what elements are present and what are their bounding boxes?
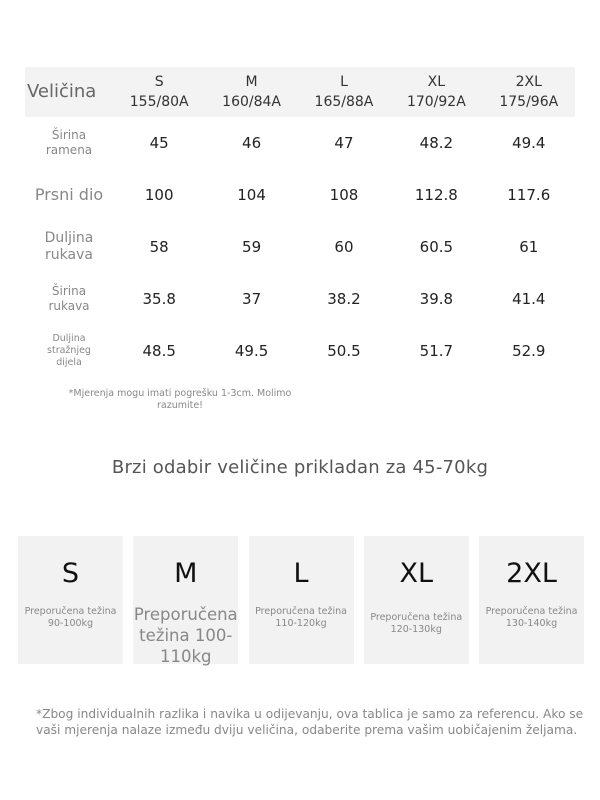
table-cell: 100 [144, 186, 174, 204]
table-cell: 47 [334, 134, 354, 152]
size-card-l[interactable] [249, 536, 354, 664]
size-cards [18, 536, 584, 664]
table-cell: 38.2 [327, 290, 361, 308]
size-code: 155/80A [129, 94, 189, 110]
table-row-chest [25, 169, 575, 221]
size-col-m [205, 67, 297, 117]
size-code: 165/88A [314, 94, 374, 110]
quick-select-title: Brzi odabir veličine prikladan za 45-70kg [111, 457, 489, 478]
row-label: Širina rukava [48, 284, 90, 313]
row-label: Duljina stražnjeg dijela [47, 333, 91, 368]
table-cell: 41.4 [512, 290, 546, 308]
table-row-sleeve-width [25, 273, 575, 325]
size-card-s[interactable] [18, 536, 123, 664]
row-label: Duljina rukava [44, 230, 94, 263]
table-cell: 59 [242, 238, 262, 256]
table-cell: 104 [237, 186, 266, 204]
size-card-xl[interactable] [364, 536, 469, 664]
size-col-xl [390, 67, 482, 117]
card-size-label: S [61, 558, 80, 589]
table-cell: 50.5 [327, 342, 361, 360]
size-name: L [340, 74, 348, 90]
row-label: Širina ramena [45, 128, 93, 157]
card-size-label: L [293, 558, 309, 589]
table-cell: 108 [329, 186, 359, 204]
table-cell: 51.7 [419, 342, 454, 360]
card-weight-info: Preporučena težina 120-130kg [370, 612, 463, 635]
table-cell: 45 [149, 134, 169, 152]
table-cell: 117.6 [507, 186, 551, 204]
size-code: 160/84A [222, 94, 281, 110]
table-cell: 49.4 [512, 134, 546, 152]
size-code: 175/96A [499, 94, 559, 110]
row-label: Prsni dio [34, 185, 104, 204]
size-code: 170/92A [406, 94, 466, 110]
reference-disclaimer: *Zbog individualnih razlika i navika u odijevanju, ova tablica je samo za referencu. Ako se vaši mjerenja nalaze između dviju veličina, odaberite prema vašim uobičajenim željama. [36, 707, 584, 737]
size-card-m[interactable] [133, 536, 238, 664]
size-col-l [298, 67, 390, 117]
size-card-2xl[interactable] [479, 536, 584, 664]
table-cell: 37 [242, 290, 262, 308]
card-size-label: 2XL [506, 558, 557, 589]
table-cell: 35.8 [142, 290, 176, 308]
card-weight-info: Preporučena težina 130-140kg [485, 606, 578, 629]
table-cell: 60.5 [419, 238, 454, 256]
card-size-label: M [174, 558, 198, 589]
table-row-sleeve-length [25, 221, 575, 273]
size-header-row [25, 67, 575, 117]
table-row-shoulder-width [25, 117, 575, 169]
table-cell: 58 [149, 238, 169, 256]
card-weight-info: Preporučena težina 100-110kg [133, 605, 238, 666]
card-weight-info: Preporučena težina 90-100kg [24, 606, 117, 629]
size-chart-table [25, 67, 575, 377]
size-name: 2XL [515, 74, 542, 90]
measurement-note: *Mjerenja mogu imati pogrešku 1-3cm. Molimo razumite! [68, 388, 292, 411]
table-cell: 52.9 [512, 342, 546, 360]
table-cell: 46 [242, 134, 262, 152]
table-row-back-length [25, 325, 575, 377]
table-cell: 61 [519, 238, 539, 256]
table-cell: 39.8 [419, 290, 454, 308]
card-weight-info: Preporučena težina 110-120kg [255, 606, 347, 629]
size-name: M [245, 74, 258, 90]
card-size-label: XL [399, 558, 434, 589]
table-cell: 48.5 [142, 342, 176, 360]
table-cell: 60 [334, 238, 354, 256]
size-col-2xl [483, 67, 575, 117]
table-cell: 49.5 [234, 342, 269, 360]
table-cell: 112.8 [414, 186, 458, 204]
size-name: XL [427, 74, 446, 90]
table-cell: 48.2 [419, 134, 454, 152]
size-col-s [113, 67, 205, 117]
size-name: S [154, 74, 164, 90]
size-header-label: Veličina [25, 67, 113, 117]
